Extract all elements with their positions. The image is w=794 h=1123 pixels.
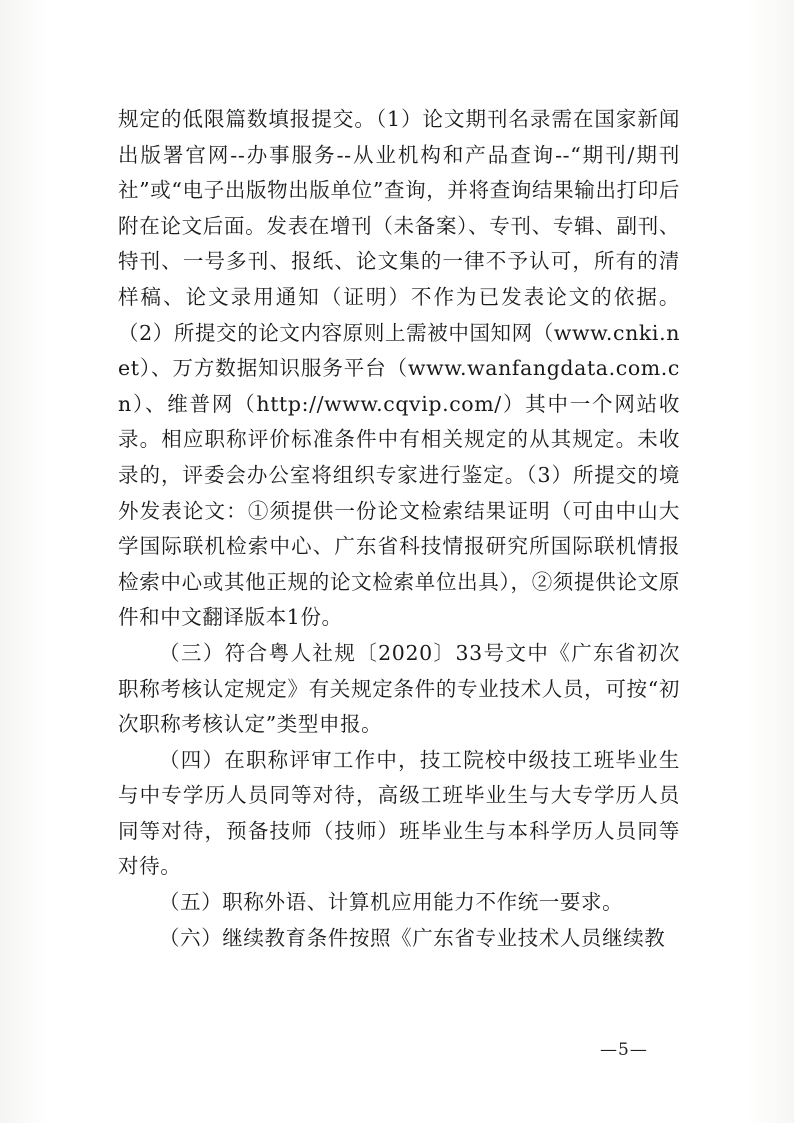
paragraph-item-6: （六）继续教育条件按照《广东省专业技术人员继续教 bbox=[159, 925, 666, 950]
paragraph-item-4: （四）在职称评审工作中，技工院校中级技工班毕业生与中专学历人员同等对待，高级工班毕业生与大专学历人员同等对待，预备技师（技师）班毕业生与本科学历人员同等对待。 bbox=[118, 747, 680, 879]
paragraph-item-3: （三）符合粤人社规〔2020〕33号文中《广东省初次职称考核认定规定》有关规定条件的专业技术人员，可按“初次职称考核认定”类型申报。 bbox=[118, 640, 680, 737]
page-number: —5— bbox=[600, 1040, 648, 1060]
document-body bbox=[118, 102, 680, 956]
paragraph-item-5: （五）职称外语、计算机应用能力不作统一要求。 bbox=[159, 890, 624, 915]
paragraph-continued: 规定的低限篇数填报提交。（1）论文期刊名录需在国家新闻出版署官网--办事服务--从业机构和产品查询--“期刊/期刊社”或“电子出版物出版单位”查询，并将查询结果输出打印后附在论文后面。发表在增刊（未备案）、专刊、专辑、副刊、特刊、一号多刊、报纸、论文集的一律不予认可，所有的清样稿、论文录用通知（证明）不作为已发表论文的依据。（2）所提交的论文内容原则上需被中国知网（www.cnki.net）、万方数据知识服务平台（www.wanfangdata.com.cn）、维普网（http://www.cqvip.com/）其中一个网站收录。相应职称评价标准条件中有相关规定的从其规定。未收录的，评委会办公室将组织专家进行鉴定。（3）所提交的境外发表论文：①须提供一份论文检索结果证明（可由中山大学国际联机检索中心、广东省科技情报研究所国际联机情报检索中心或其他正规的论文检索单位出具），②须提供论文原件和中文翻译版本1份。 bbox=[118, 107, 680, 630]
